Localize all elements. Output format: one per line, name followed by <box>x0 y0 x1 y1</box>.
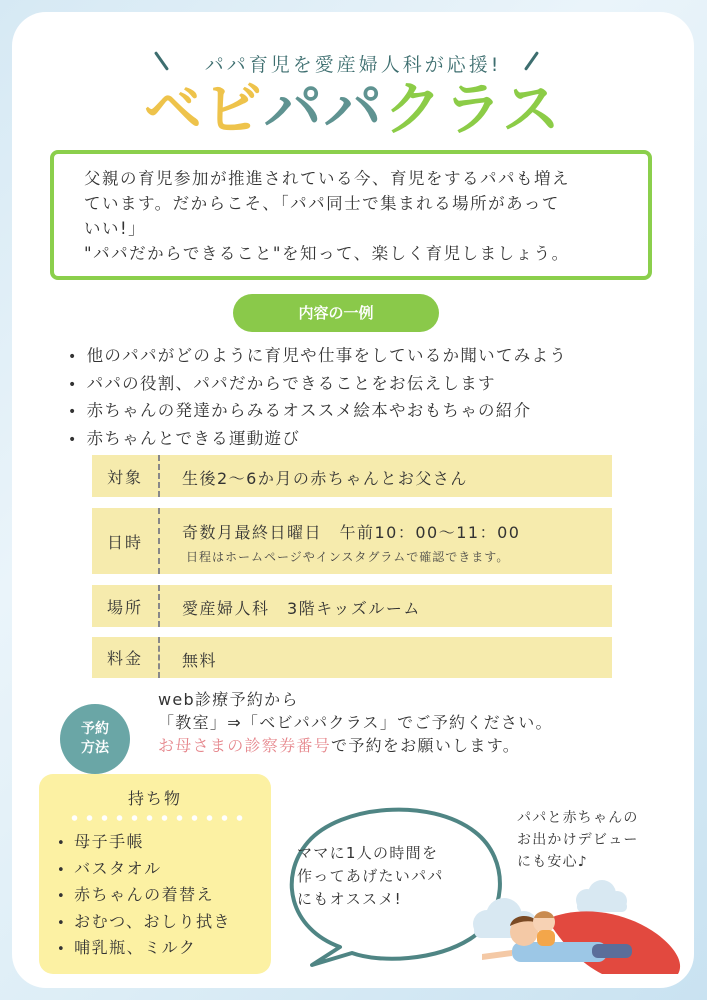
reservation-line-3 <box>158 734 553 757</box>
caption-line-1: パパと赤ちゃんの <box>517 810 639 826</box>
cloud-icon <box>576 880 627 912</box>
list-item: • 哺乳瓶、ミルク <box>57 936 231 963</box>
title-part-2: パパ <box>263 75 384 143</box>
bubble-line-3: にもオススメ! <box>297 890 402 908</box>
bubble-line-1: ママに1人の時間を <box>297 844 439 862</box>
caption-line-3: にも安心♪ <box>517 854 588 870</box>
intro-line-2: ています。だからこそ、「パパ同士で集まれる場所があって <box>84 194 560 213</box>
superhero-dad-with-baby-illustration <box>452 874 687 974</box>
info-label-date: 日時 <box>92 508 160 574</box>
belongings-title: 持ち物 <box>127 789 182 808</box>
bubble-line-2: 作ってあげたいパパ <box>297 867 444 885</box>
intro-line-4: "パパだからできること"を知って、楽しく育児しましょう。 <box>84 244 570 263</box>
info-label-target: 対象 <box>92 455 160 497</box>
info-row-fee <box>92 637 612 678</box>
info-value-place: 愛産婦人科 3階キッズルーム <box>182 599 421 618</box>
info-label-fee: 料金 <box>92 637 160 678</box>
intro-line-1: 父親の育児参加が推進されている今、育児をするパパも増え <box>84 169 570 188</box>
reservation-line-1: web診療予約から <box>158 690 299 709</box>
list-item: • おむつ、おしり拭き <box>57 910 231 937</box>
reservation-text <box>158 688 553 757</box>
info-note-date: 日程はホームページやインスタグラムで確認できます。 <box>186 550 510 564</box>
info-row-place <box>92 585 612 627</box>
caption-line-2: お出かけデビュー <box>517 832 639 848</box>
info-label-place: 場所 <box>92 585 160 627</box>
page-title <box>12 74 694 144</box>
dotted-divider <box>67 814 247 822</box>
reservation-badge-line-2: 方法 <box>81 740 109 756</box>
list-item: • 赤ちゃんの発達からみるオススメ絵本やおもちゃの紹介 <box>68 398 678 426</box>
content-section-label: 内容の一例 <box>233 294 439 332</box>
info-value-target: 生後2～6か月の赤ちゃんとお父さん <box>182 469 468 488</box>
reservation-badge-line-1: 予約 <box>81 721 109 737</box>
title-part-1: ベビ <box>143 75 264 143</box>
list-item: • 赤ちゃんの着替え <box>57 883 231 910</box>
info-row-target <box>92 455 612 497</box>
info-value-date: 奇数月最終日曜日 午前10：00～11：00 <box>182 523 521 542</box>
info-row-date <box>92 508 612 574</box>
hero-caption <box>517 807 687 873</box>
intro-line-3: いい!」 <box>84 219 147 238</box>
title-part-3: クラス <box>383 75 563 143</box>
list-item: • パパの役割、パパだからできることをお伝えします <box>68 371 678 399</box>
belongings-box <box>39 774 271 974</box>
reservation-line-2: 「教室」⇒「ベビパパクラス」でご予約ください。 <box>158 713 553 732</box>
list-item: • バスタオル <box>57 857 231 884</box>
reservation-badge <box>60 704 130 774</box>
info-value-fee: 無料 <box>182 651 218 670</box>
reservation-highlight: お母さまの診察券番号 <box>158 736 332 755</box>
content-list <box>68 343 678 453</box>
list-item: • 母子手帳 <box>57 830 231 857</box>
flyer-card <box>12 12 694 988</box>
intro-box <box>50 150 652 280</box>
list-item: • 赤ちゃんとできる運動遊び <box>68 426 678 454</box>
list-item: • 他のパパがどのように育児や仕事をしているか聞いてみよう <box>68 343 678 371</box>
reservation-line-3-rest: で予約をお願いします。 <box>331 736 521 755</box>
belongings-list <box>57 830 231 963</box>
header-subtitle: パパ育児を愛産婦人科が応援! <box>204 54 502 76</box>
